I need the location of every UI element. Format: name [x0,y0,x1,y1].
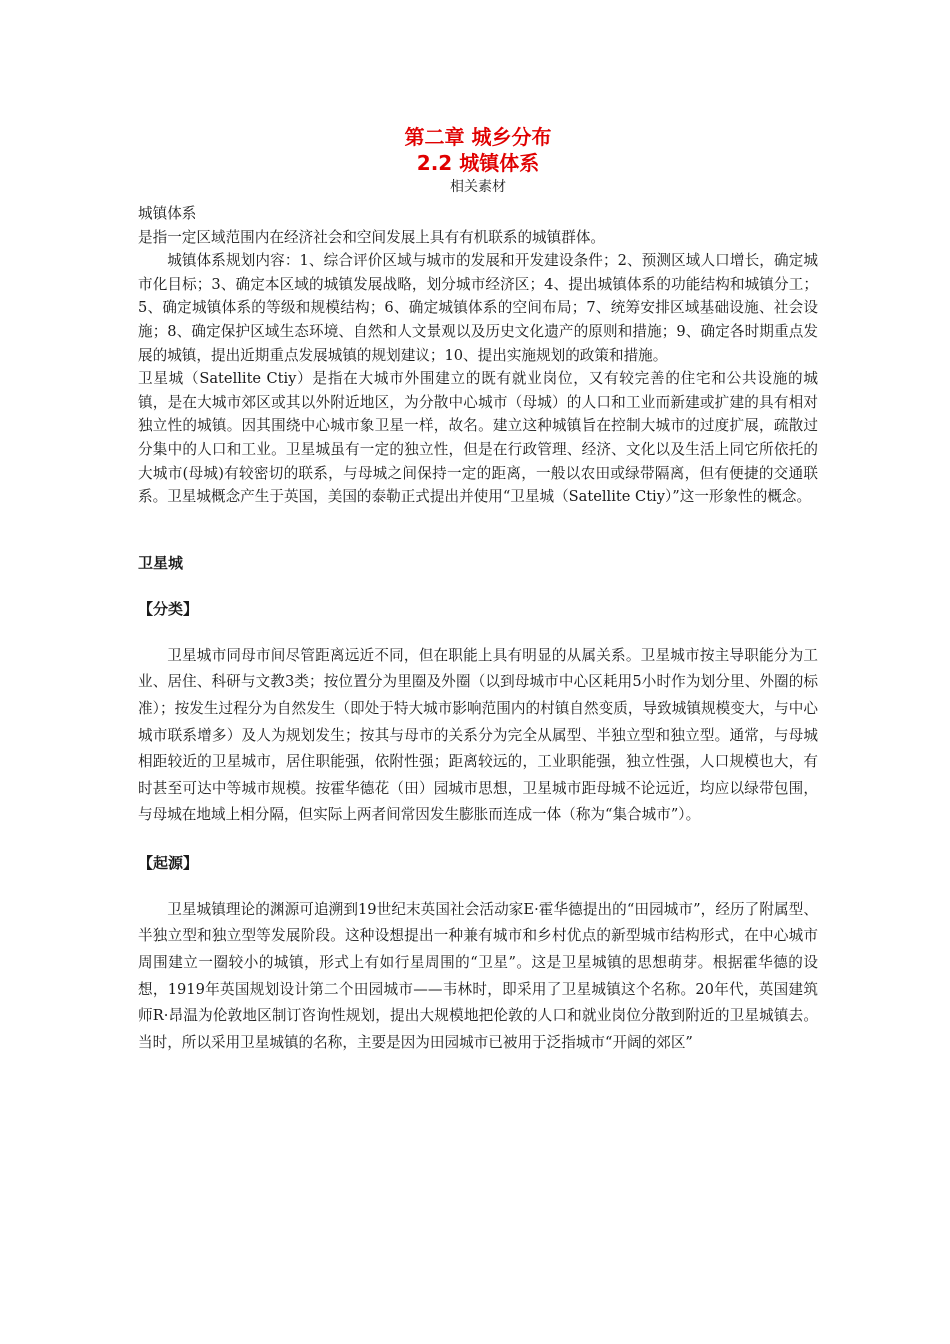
section-title: 2.2 城镇体系 [416,151,540,175]
intro-term: 城镇体系 [138,205,197,222]
document-page [138,124,818,1056]
heading-gap [138,621,818,643]
classification-heading: 【分类】 [138,599,199,618]
classification-paragraph: 卫星城市同母市间尽管距离远近不同，但在职能上具有明显的从属关系。卫星城市按主导职能分为工业、居住、科研与文教3类；按位置分为里圈及外圈（以到母城市中心区耗用5小时作为划分里、外圈的标准）；按发生过程分为自然发生（即处于特大城市影响范围内的村镇自然变质，导致城镇规模变大，与中心城市联系增多）及人为规划发生；按其与母市的关系分为完全从属型、半独立型和独立型。通常，与母城相距较近的卫星城市，居住职能强，依附性强；距离较远的，工业职能强，独立性强，人口规模也大，有时甚至可达中等城市规模。按霍华德花（田）园城市思想，卫星城市距母城不论远近，均应以绿带包围，与母城在地域上相分隔，但实际上两者间常因发生膨胀而连成一体（称为“集合城市”）。 [138,646,818,824]
intro-definition: 是指一定区域范围内在经济社会和空间发展上具有有机联系的城镇群体。 [138,228,606,246]
chapter-title: 第二章 城乡分布 [404,125,552,149]
section-gap [138,509,818,551]
planning-contents-paragraph: 城镇体系规划内容：1、综合评价区域与城市的发展和开发建设条件；2、预测区域人口增长，确定城市化目标；3、确定本区域的城镇发展战略，划分城市经济区；4、提出城镇体系的功能结构和城镇分工；5、确定城镇体系的等级和规模结构；6、确定城镇体系的空间布局；7、统筹安排区域基础设施、社会设施；8、确定保护区域生态环境、自然和人文景观以及历史文化遗产的原则和措施；9、确定各时期重点发展的城镇，提出近期重点发展城镇的规划建议；10、提出实施规划的政策和措施。 [138,252,818,364]
origin-heading: 【起源】 [138,853,199,872]
heading-gap [138,575,818,597]
heading-gap [138,875,818,897]
satellite-definition-paragraph: 卫星城（Satellite Ctiy）是指在大城市外围建立的既有就业岗位，又有较完善的住宅和公共设施的城镇，是在大城市郊区或其以外附近地区，为分散中心城市（母城）的人口和工业而新建或扩建的具有相对独立性的城镇。因其围绕中心城市象卫星一样，故名。建立这种城镇旨在控制大城市的过度扩展，疏散过分集中的人口和工业。卫星城虽有一定的独立性，但是在行政管理、经济、文化以及生活上同它所依托的大城市(母城)有较密切的联系，与母城之间保持一定的距离，一般以农田或绿带隔离，但有便捷的交通联系。卫星城概念产生于英国，美国的泰勒正式提出并使用“卫星城（Satellite Ctiy）”这一形象性的概念。 [138,370,818,506]
section-gap [138,829,818,851]
subtitle: 相关素材 [450,179,506,195]
origin-paragraph: 卫星城镇理论的渊源可追溯到19世纪末英国社会活动家E·霍华德提出的“田园城市”，经历了附属型、半独立型和独立型等发展阶段。这种设想提出一种兼有城市和乡村优点的新型城市结构形式，在中心城市周围建立一圈较小的城镇，形式上有如行星周围的“卫星”。这是卫星城镇的思想萌芽。根据霍华德的设想，1919年英国规划设计第二个田园城市——韦林时，即采用了卫星城镇这个名称。20年代，英国建筑师R·昂温为伦敦地区制订咨询性规划，提出大规模地把伦敦的人口和就业岗位分散到附近的卫星城镇去。当时，所以采用卫星城镇的名称，主要是因为田园城市已被用于泛指城市“开阔的郊区” [138,900,818,1051]
satellite-city-heading: 卫星城 [138,553,184,572]
